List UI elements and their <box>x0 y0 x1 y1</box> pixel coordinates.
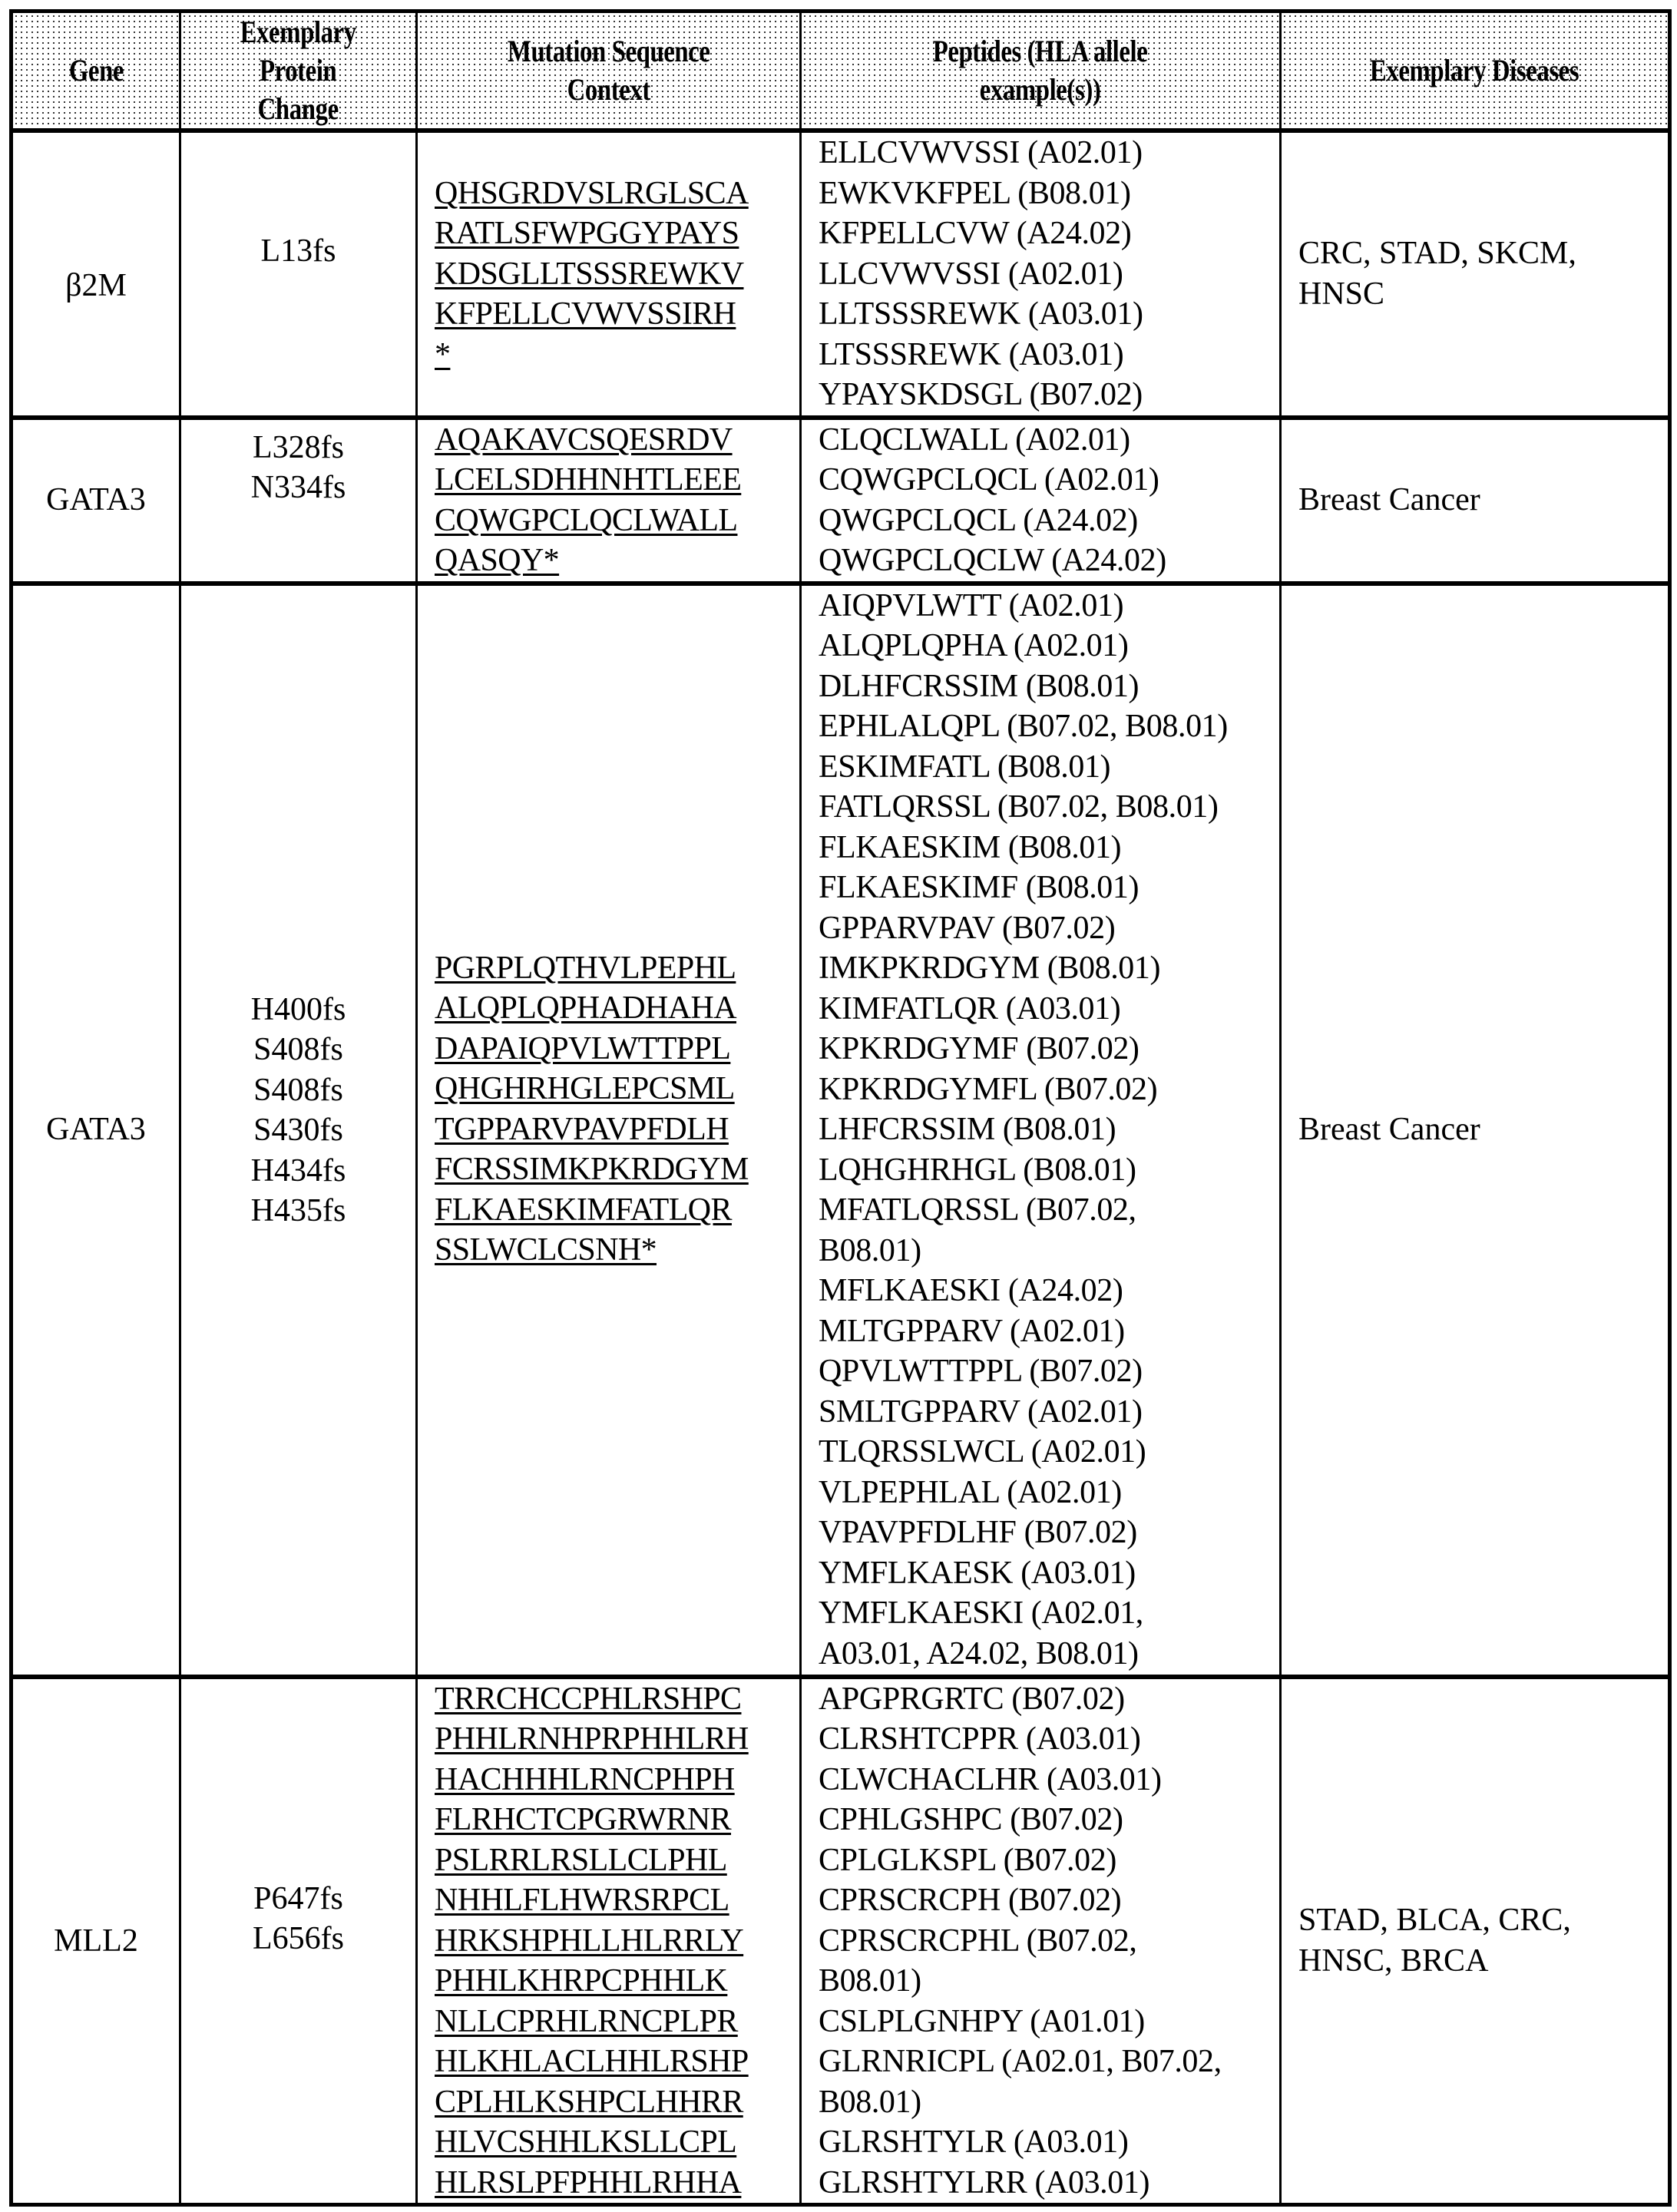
protein-change: P647fs <box>253 1880 343 1916</box>
neoantigen-table <box>9 9 1672 2207</box>
sequence-line: KFPELLCVWVSSIRH <box>435 296 736 332</box>
sequence-line: RATLSFWPGGYPAYS <box>435 216 739 251</box>
sequence-line: FLKAESKIMFATLQR <box>435 1192 732 1228</box>
mutation-sequence-cell <box>417 131 801 418</box>
peptide-item: CSLPLGNHPY (A01.01) <box>819 2003 1145 2039</box>
gene-name: MLL2 <box>54 1923 138 1959</box>
header-diseases-label: Exemplary Diseases <box>1370 53 1579 88</box>
sequence-line: NLLCPRHLRNCPLPR <box>435 2003 738 2039</box>
gene-name: GATA3 <box>46 1112 146 1148</box>
mutation-sequence-cell <box>417 584 801 1677</box>
peptide-item: B08.01) <box>819 1963 921 1999</box>
peptide-item: GLRSHTYLR (A03.01) <box>819 2124 1129 2160</box>
sequence-line: QASQY* <box>435 543 560 578</box>
header-peptides <box>801 12 1281 131</box>
gene-cell <box>12 584 180 1677</box>
peptide-item: VPAVPFDLHF (B07.02) <box>819 1515 1137 1550</box>
peptide-item: APGPRGRTC (B07.02) <box>819 1681 1125 1717</box>
peptide-item: GPPARVPAV (B07.02) <box>819 910 1116 946</box>
peptide-item: ESKIMFATL (B08.01) <box>819 749 1111 785</box>
peptide-item: FATLQRSSL (B07.02, B08.01) <box>819 789 1219 825</box>
protein-change-cell <box>180 584 417 1677</box>
header-mutation-line: Context <box>567 72 650 107</box>
protein-change-cell <box>180 131 417 418</box>
header-mutation-context-label <box>508 32 710 109</box>
peptide-item: CPRSCRCPH (B07.02) <box>819 1883 1122 1918</box>
peptide-item: KPKRDGYMF (B07.02) <box>819 1031 1140 1066</box>
protein-change: H434fs <box>250 1152 346 1189</box>
sequence-line: HLRSLPFPHHLRHHA <box>435 2164 742 2200</box>
mutation-sequence-cell <box>417 418 801 584</box>
sequence-line: LCELSDHHNHTLEEE <box>435 462 742 498</box>
diseases-text: Breast Cancer <box>1298 1112 1480 1148</box>
peptide-item: GLRNRICPL (A02.01, B07.02, <box>819 2044 1222 2079</box>
peptide-item: DLHFCRSSIM (B08.01) <box>819 668 1140 704</box>
header-gene <box>12 12 180 131</box>
header-protein-change <box>180 12 417 131</box>
protein-change: N334fs <box>250 470 346 505</box>
diseases-cell <box>1281 584 1670 1677</box>
peptide-item: KIMFATLQR (A03.01) <box>819 990 1121 1027</box>
peptide-item: YMFLKAESKI (A02.01, <box>819 1595 1143 1631</box>
header-row <box>12 12 1670 131</box>
gene-name: GATA3 <box>46 482 146 518</box>
sequence-line: PHHLKHRPCPHHLK <box>435 1963 728 1999</box>
peptide-item: CPHLGSHPC (B07.02) <box>819 1802 1123 1837</box>
sequence-line: KDSGLLTSSSREWKV <box>435 256 744 292</box>
sequence-line: FLRHCTCPGRWRNR <box>435 1802 732 1837</box>
table-row <box>12 1677 1670 2205</box>
peptides-cell <box>801 584 1281 1677</box>
sequence-line: HACHHHLRNCPHPH <box>435 1761 735 1797</box>
peptide-item: KPKRDGYMFL (B07.02) <box>819 1071 1158 1107</box>
sequence-line: ALQPLQPHADHAHA <box>435 990 736 1026</box>
diseases-text: CRC, STAD, SKCM, HNSC <box>1298 236 1576 312</box>
peptide-item: B08.01) <box>819 1232 921 1268</box>
peptides-cell <box>801 418 1281 584</box>
header-protein-line: Exemplary <box>240 15 357 49</box>
peptides-cell <box>801 1677 1281 2205</box>
gene-cell <box>12 418 180 584</box>
peptide-item: CLRSHTCPPR (A03.01) <box>819 1721 1141 1757</box>
peptide-item: LQHGHRHGL (B08.01) <box>819 1152 1136 1188</box>
peptides-cell <box>801 131 1281 418</box>
peptide-item: MFLKAESKI (A24.02) <box>819 1273 1123 1308</box>
mutation-sequence-cell <box>417 1677 801 2205</box>
diseases-cell <box>1281 418 1670 584</box>
sequence-line: CQWGPCLQCLWALL <box>435 502 738 538</box>
diseases-text: STAD, BLCA, CRC, HNSC, BRCA <box>1298 1903 1571 1979</box>
table-row <box>12 131 1670 418</box>
peptide-item: LTSSSREWK (A03.01) <box>819 336 1124 372</box>
sequence-line: PGRPLQTHVLPEPHL <box>435 950 736 986</box>
peptide-item: QWGPCLQCL (A24.02) <box>819 502 1138 538</box>
peptide-item: CPLGLKSPL (B07.02) <box>819 1842 1116 1878</box>
peptide-item: IMKPKRDGYM (B08.01) <box>819 951 1161 986</box>
gene-cell <box>12 131 180 418</box>
header-protein-line: Change <box>257 91 339 126</box>
protein-change: L13fs <box>260 233 336 269</box>
protein-change: H435fs <box>250 1193 346 1228</box>
diseases-cell <box>1281 131 1670 418</box>
gene-name: β2M <box>65 267 127 303</box>
header-peptides-line: example(s)) <box>980 72 1101 107</box>
sequence-line: HLVCSHHLKSLLCPL <box>435 2124 737 2160</box>
peptide-item: CLWCHACLHR (A03.01) <box>819 1761 1162 1797</box>
header-diseases <box>1281 12 1670 131</box>
peptide-item: CPRSCRCPHL (B07.02, <box>819 1923 1137 1959</box>
protein-change-cell <box>180 418 417 584</box>
peptide-item: LLTSSSREWK (A03.01) <box>819 296 1143 332</box>
peptide-item: QWGPCLQCLW (A24.02) <box>819 543 1166 578</box>
table-row <box>12 418 1670 584</box>
protein-change-cell <box>180 1677 417 2205</box>
header-protein-line: Protein <box>260 53 337 88</box>
sequence-line: FCRSSIMKPKRDGYM <box>435 1152 749 1187</box>
diseases-text: Breast Cancer <box>1298 482 1480 518</box>
sequence-line: AQAKAVCSQESRDV <box>435 422 733 458</box>
protein-change: S408fs <box>253 1072 343 1108</box>
peptide-item: AIQPVLWTT (A02.01) <box>819 587 1124 623</box>
header-peptides-line: Peptides (HLA allele <box>933 34 1148 68</box>
sequence-line: PSLRRLRSLLCLPHL <box>435 1842 727 1878</box>
header-peptides-label <box>933 32 1148 109</box>
sequence-line: QHGHRHGLEPCSML <box>435 1071 735 1106</box>
sequence-line: DAPAIQPVLWTTPPL <box>435 1030 731 1066</box>
peptide-item: MLTGPPARV (A02.01) <box>819 1313 1125 1349</box>
peptide-item: GLRSHTYLRR (A03.01) <box>819 2164 1150 2200</box>
sequence-line: HLKHLACLHHLRSHP <box>435 2044 749 2079</box>
sequence-line: * <box>435 336 451 372</box>
peptide-item: QPVLWTTPPL (B07.02) <box>819 1354 1143 1389</box>
peptide-item: ALQPLQPHA (A02.01) <box>819 628 1129 663</box>
header-mutation-context <box>417 12 801 131</box>
sequence-line: TRRCHCCPHLRSHPC <box>435 1681 742 1717</box>
table-row <box>12 584 1670 1677</box>
gene-cell <box>12 1677 180 2205</box>
sequence-line: TGPPARVPAVPFDLH <box>435 1111 729 1147</box>
header-mutation-line: Mutation Sequence <box>507 34 710 68</box>
protein-change: S430fs <box>253 1113 343 1148</box>
peptide-item: MFATLQRSSL (B07.02, <box>819 1192 1136 1228</box>
sequence-line: HRKSHPHLLHLRRLY <box>435 1923 744 1959</box>
sequence-line: CPLHLKSHPCLHHRR <box>435 2084 743 2120</box>
protein-change: L328fs <box>253 429 344 465</box>
peptide-item: LHFCRSSIM (B08.01) <box>819 1112 1116 1147</box>
peptide-item: EWKVKFPEL (B08.01) <box>819 175 1131 211</box>
sequence-line: QHSGRDVSLRGLSCA <box>435 175 749 211</box>
peptide-item: KFPELLCVW (A24.02) <box>819 216 1132 251</box>
protein-change: L656fs <box>253 1921 344 1956</box>
peptide-item: A03.01, A24.02, B08.01) <box>819 1635 1139 1671</box>
peptide-item: YMFLKAESK (A03.01) <box>819 1555 1136 1591</box>
header-protein-change-label <box>240 13 356 128</box>
peptide-item: FLKAESKIM (B08.01) <box>819 829 1122 865</box>
peptide-item: ELLCVWVSSI (A02.01) <box>819 135 1143 170</box>
peptide-item: B08.01) <box>819 2084 921 2120</box>
peptide-item: VLPEPHLAL (A02.01) <box>819 1474 1122 1510</box>
sequence-line: NHHLFLHWRSRPCL <box>435 1883 729 1918</box>
peptide-item: SMLTGPPARV (A02.01) <box>819 1394 1143 1430</box>
peptide-item: CLQCLWALL (A02.01) <box>819 422 1130 458</box>
peptide-item: FLKAESKIMF (B08.01) <box>819 870 1140 905</box>
peptide-item: TLQRSSLWCL (A02.01) <box>819 1434 1146 1470</box>
peptide-item: CQWGPCLQCL (A02.01) <box>819 462 1159 498</box>
peptide-item: EPHLALQPL (B07.02, B08.01) <box>819 709 1228 744</box>
protein-change: H400fs <box>250 991 346 1027</box>
sequence-line: PHHLRNHPRPHHLRH <box>435 1721 749 1757</box>
peptide-item: LLCVWVSSI (A02.01) <box>819 256 1123 292</box>
header-gene-label: Gene <box>68 53 124 88</box>
peptide-item: YPAYSKDSGL (B07.02) <box>819 377 1143 412</box>
sequence-line: SSLWCLCSNH* <box>435 1232 657 1268</box>
diseases-cell <box>1281 1677 1670 2205</box>
protein-change: S408fs <box>253 1032 343 1067</box>
